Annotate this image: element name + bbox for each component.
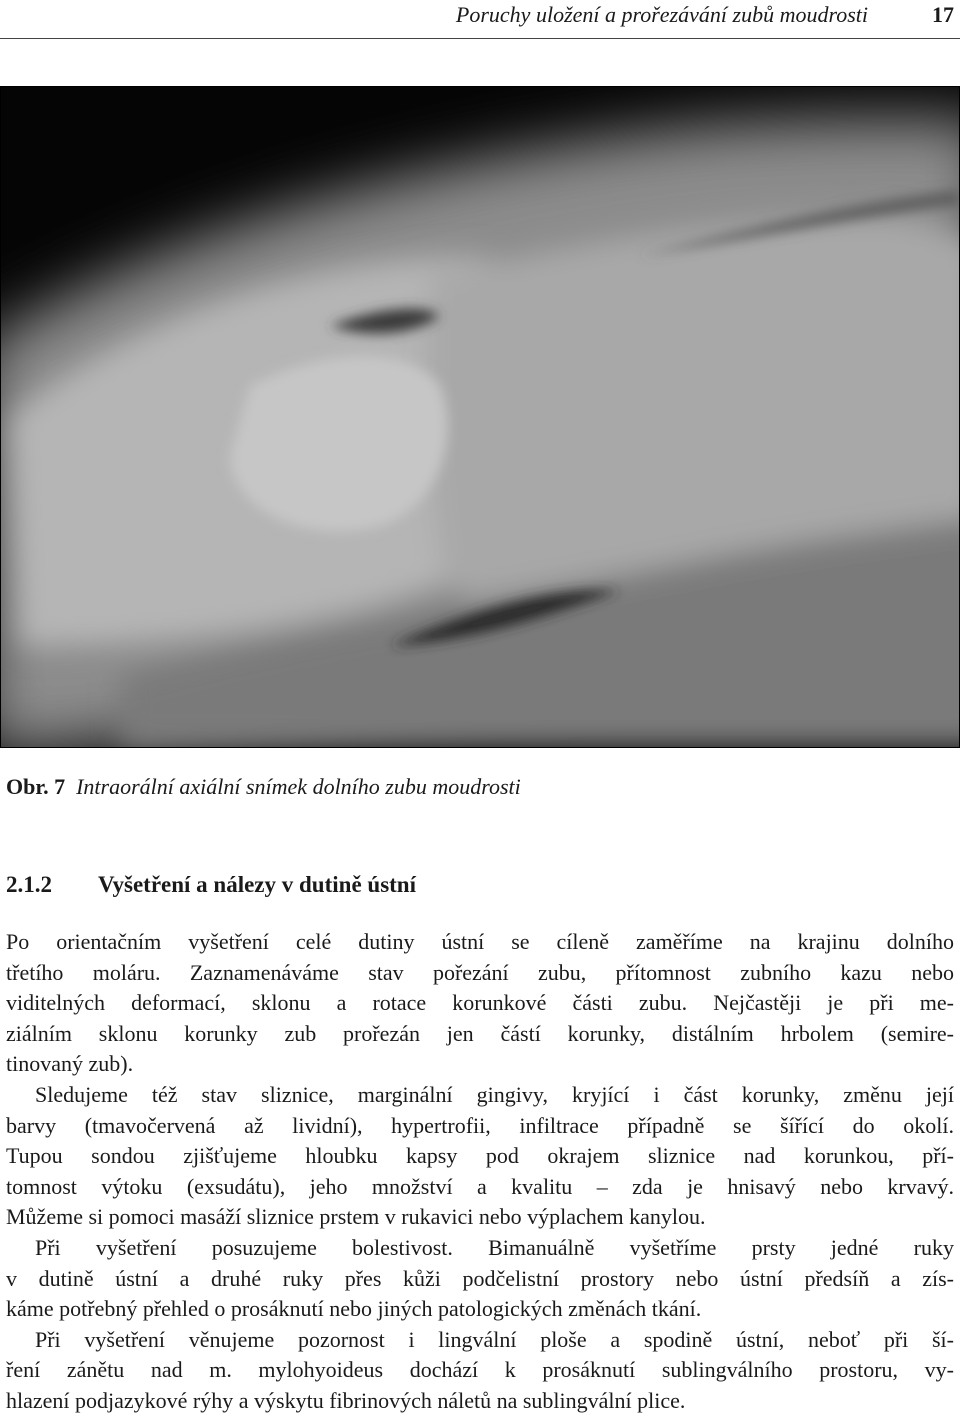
page-number: 17 (932, 2, 954, 27)
text-line: tomnost výtoku (exsudátu), jeho množství a kvalitu – zda je hnisavý nebo krvavý. (6, 1173, 954, 1199)
header-rule (0, 38, 960, 39)
text-line: Po orientačním vyšetření celé dutiny ústní se cíleně zaměříme na krajinu dolního (6, 929, 954, 954)
text-line: ření zánětu nad m. mylohyoideus dochází k prosáknutí sublingválního prostoru, vy- (6, 1357, 954, 1383)
text-line: Můžeme si pomoci masáží sliznice prstem v rukavici nebo výplachem kanylou. (6, 1204, 706, 1230)
figure-label: Obr. 7 (6, 774, 66, 799)
text-line: Při vyšetření posuzujeme bolestivost. Bimanuálně vyšetříme prsty jedné ruky (35, 1234, 954, 1260)
running-title: Poruchy uložení a prořezávání zubů moudrosti (455, 2, 868, 27)
text-line: barvy (tmavočervená až lividní), hypertrofii, infiltrace případně se šířící do okolí. (6, 1112, 954, 1138)
text-line: Sledujeme též stav sliznice, marginální gingivy, kryjící i část korunky, změnu její (35, 1081, 954, 1107)
xray-image (0, 86, 960, 748)
body-text (6, 927, 954, 1417)
text-line: viditelných deformací, sklonu a rotace korunkové části zubu. Nejčastěji je při me- (6, 990, 954, 1016)
figure-caption-text: Intraorální axiální snímek dolního zubu moudrosti (76, 774, 521, 799)
section-heading (6, 872, 416, 898)
text-line: Při vyšetření věnujeme pozornost i lingvální ploše a spodině ústní, neboť při ší- (35, 1326, 954, 1352)
text-line: tinovaný zub). (6, 1051, 134, 1077)
text-line: v dutině ústní a druhé ruky přes kůži podčelistní prostory nebo ústní předsíň a zís- (6, 1265, 954, 1291)
text-line: ziálním sklonu korunky zub prořezán jen částí korunky, distálním hrbolem (semire- (6, 1020, 954, 1046)
xray-figure (0, 86, 960, 748)
page-header (0, 0, 960, 40)
text-line: Tupou sondou zjišťujeme hloubku kapsy pod okrajem sliznice nad korunkou, pří- (6, 1143, 954, 1169)
section-number: 2.1.2 (6, 872, 52, 897)
text-line: káme potřebný přehled o prosáknutí nebo jiných patologických změnách tkání. (6, 1296, 702, 1322)
section-title: Vyšetření a nálezy v dutině ústní (98, 872, 416, 897)
text-line: třetího moláru. Zaznamenáváme stav pořezání zubu, přítomnost zubního kazu nebo (6, 959, 954, 985)
figure-caption (6, 774, 521, 800)
text-line: hlazení podjazykové rýhy a výskytu fibrinových náletů na sublingvální plice. (6, 1387, 686, 1413)
